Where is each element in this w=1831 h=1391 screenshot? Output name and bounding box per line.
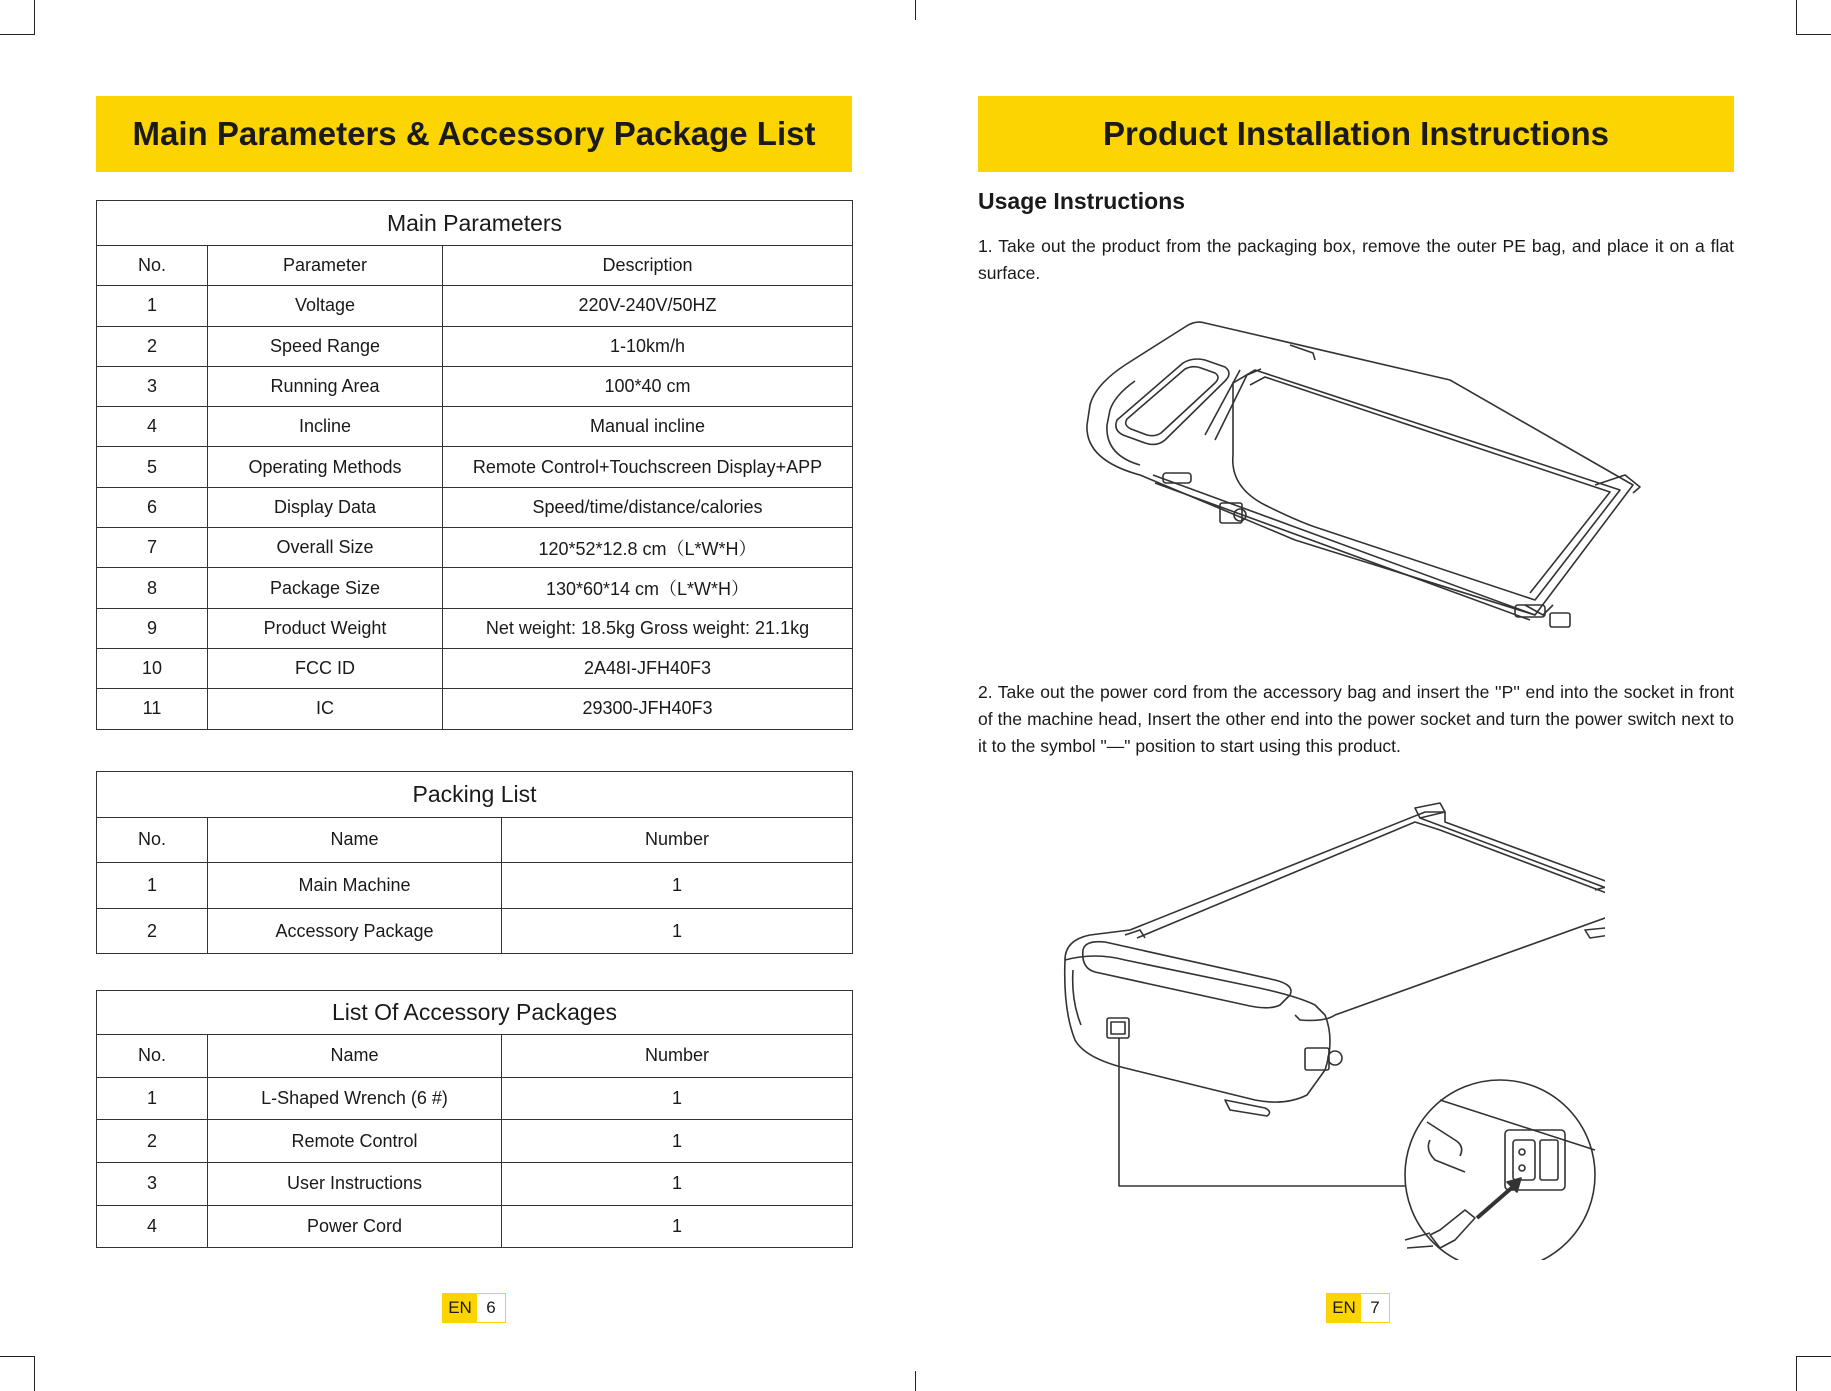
table-cell: 2 — [97, 908, 208, 954]
main-parameters-table — [96, 200, 853, 730]
table-cell: 4 — [97, 1205, 208, 1248]
table-cell: 2A48I-JFH40F3 — [443, 648, 853, 688]
table-header-row — [97, 246, 853, 286]
table-caption: Packing List — [97, 772, 853, 818]
table-cell: 2 — [97, 1120, 208, 1163]
table-row — [97, 487, 853, 527]
table-cell: Manual incline — [443, 407, 853, 447]
table-cell: Display Data — [208, 487, 443, 527]
table-cell: Speed/time/distance/calories — [443, 487, 853, 527]
table-row — [97, 1077, 853, 1120]
table-cell: Package Size — [208, 568, 443, 608]
table-cell: 1 — [502, 908, 853, 954]
column-header: Name — [208, 817, 502, 863]
table-cell: 1 — [502, 1077, 853, 1120]
table-cell: 1 — [502, 1120, 853, 1163]
step-1-text: 1. Take out the product from the packaging box, remove the outer PE bag, and place it on a flat surface. — [978, 236, 1734, 283]
table-cell: FCC ID — [208, 648, 443, 688]
table-cell: Speed Range — [208, 326, 443, 366]
column-header: Description — [443, 246, 853, 286]
language-label: EN — [443, 1294, 477, 1322]
table-cell: 3 — [97, 366, 208, 406]
page-number-badge — [1326, 1293, 1390, 1323]
table-cell: 1 — [502, 1163, 853, 1206]
table-cell: 1 — [97, 1077, 208, 1120]
table-cell: Accessory Package — [208, 908, 502, 954]
table-cell: 1 — [502, 863, 853, 909]
column-header: No. — [97, 817, 208, 863]
page-number: 7 — [1361, 1294, 1389, 1322]
table-cell: 6 — [97, 487, 208, 527]
section-heading: Usage Instructions — [978, 188, 1186, 214]
table-header-row — [97, 817, 853, 863]
table-cell: User Instructions — [208, 1163, 502, 1206]
table-cell: Power Cord — [208, 1205, 502, 1248]
table-caption: List Of Accessory Packages — [97, 991, 853, 1035]
table-cell: 5 — [97, 447, 208, 487]
table-row — [97, 447, 853, 487]
table-cell: 8 — [97, 568, 208, 608]
table-row — [97, 689, 853, 729]
packing-list-table — [96, 771, 853, 954]
table-cell: IC — [208, 689, 443, 729]
table-cell: Main Machine — [208, 863, 502, 909]
table-cell: 9 — [97, 608, 208, 648]
accessory-list-table — [96, 990, 853, 1248]
table-cell: 1 — [502, 1205, 853, 1248]
table-cell: 29300-JFH40F3 — [443, 689, 853, 729]
table-cell: 11 — [97, 689, 208, 729]
table-cell: 3 — [97, 1163, 208, 1206]
table-row — [97, 1205, 853, 1248]
table-cell: 7 — [97, 528, 208, 568]
table-row — [97, 1163, 853, 1206]
table-cell: Product Weight — [208, 608, 443, 648]
table-cell: Running Area — [208, 366, 443, 406]
table-row — [97, 1120, 853, 1163]
table-row — [97, 568, 853, 608]
table-row — [97, 286, 853, 326]
table-cell: 220V-240V/50HZ — [443, 286, 853, 326]
table-cell: Remote Control — [208, 1120, 502, 1163]
left-banner-title: Main Parameters & Accessory Package List — [96, 96, 852, 172]
table-cell: Voltage — [208, 286, 443, 326]
table-row — [97, 366, 853, 406]
table-row — [97, 908, 853, 954]
treadmill-illustration — [1065, 315, 1665, 635]
table-cell: Remote Control+Touchscreen Display+APP — [443, 447, 853, 487]
table-cell: Operating Methods — [208, 447, 443, 487]
table-row — [97, 648, 853, 688]
table-cell: 120*52*12.8 cm（L*W*H） — [443, 528, 853, 568]
table-cell: 10 — [97, 648, 208, 688]
table-cell: 1 — [97, 863, 208, 909]
language-label: EN — [1327, 1294, 1361, 1322]
table-cell: 1-10km/h — [443, 326, 853, 366]
column-header: No. — [97, 246, 208, 286]
table-row — [97, 528, 853, 568]
table-cell: 4 — [97, 407, 208, 447]
table-cell: 2 — [97, 326, 208, 366]
table-row — [97, 326, 853, 366]
table-cell: Incline — [208, 407, 443, 447]
page-number: 6 — [477, 1294, 505, 1322]
left-page — [0, 0, 915, 1391]
column-header: Number — [502, 1035, 853, 1078]
table-cell: 130*60*14 cm（L*W*H） — [443, 568, 853, 608]
table-cell: Overall Size — [208, 528, 443, 568]
step-2-text: 2. Take out the power cord from the accessory bag and insert the ''P'' end into the socket in front of the machine head, Insert the other end into the power socket and turn the power switch next to it to the symbol "—" position to start using this product. — [978, 682, 1734, 756]
right-banner-title: Product Installation Instructions — [978, 96, 1734, 172]
table-caption: Main Parameters — [97, 201, 853, 246]
table-cell: 1 — [97, 286, 208, 326]
column-header: No. — [97, 1035, 208, 1078]
page-number-badge — [442, 1293, 506, 1323]
table-cell: L-Shaped Wrench (6 #) — [208, 1077, 502, 1120]
table-header-row — [97, 1035, 853, 1078]
power-connection-illustration — [1045, 800, 1605, 1260]
column-header: Name — [208, 1035, 502, 1078]
table-row — [97, 608, 853, 648]
table-cell: Net weight: 18.5kg Gross weight: 21.1kg — [443, 608, 853, 648]
table-row — [97, 863, 853, 909]
right-page — [915, 0, 1831, 1391]
table-row — [97, 407, 853, 447]
column-header: Parameter — [208, 246, 443, 286]
column-header: Number — [502, 817, 853, 863]
table-cell: 100*40 cm — [443, 366, 853, 406]
